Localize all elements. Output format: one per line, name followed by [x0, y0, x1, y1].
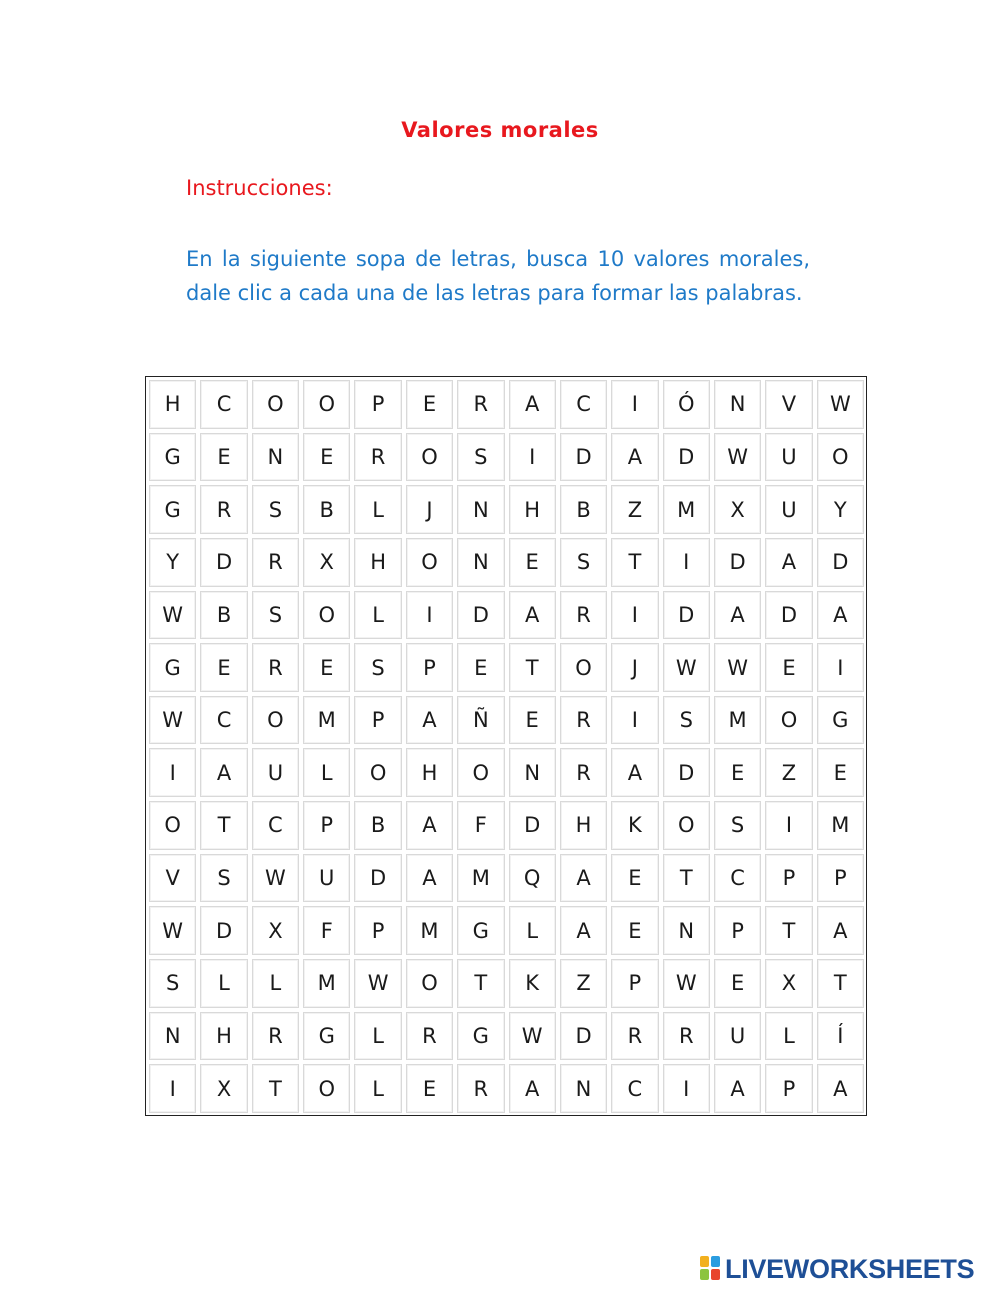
letter-cell[interactable]: S — [252, 485, 299, 534]
letter-cell[interactable]: W — [149, 696, 196, 745]
letter-cell[interactable]: I — [817, 643, 864, 692]
letter-cell[interactable]: V — [765, 380, 812, 429]
letter-cell[interactable]: Q — [509, 854, 556, 903]
letter-cell[interactable]: P — [714, 906, 761, 955]
letter-cell[interactable]: P — [406, 643, 453, 692]
letter-cell[interactable]: E — [200, 643, 247, 692]
letter-cell[interactable]: W — [149, 906, 196, 955]
letter-cell[interactable]: T — [457, 959, 504, 1008]
letter-cell[interactable]: Z — [560, 959, 607, 1008]
letter-cell[interactable]: S — [200, 854, 247, 903]
letter-cell[interactable]: M — [457, 854, 504, 903]
letter-cell[interactable]: R — [560, 696, 607, 745]
letter-cell[interactable]: S — [252, 591, 299, 640]
letter-cell[interactable]: A — [714, 591, 761, 640]
letter-cell[interactable]: O — [406, 538, 453, 587]
letter-cell[interactable]: A — [817, 1064, 864, 1113]
letter-cell[interactable]: O — [252, 380, 299, 429]
letter-cell[interactable]: S — [663, 696, 710, 745]
letter-cell[interactable]: I — [611, 380, 658, 429]
letter-cell[interactable]: T — [817, 959, 864, 1008]
letter-cell[interactable]: L — [252, 959, 299, 1008]
letter-cell[interactable]: H — [560, 801, 607, 850]
letter-cell[interactable]: P — [611, 959, 658, 1008]
letter-cell[interactable]: X — [714, 485, 761, 534]
letter-cell[interactable]: C — [560, 380, 607, 429]
letter-cell[interactable]: I — [663, 1064, 710, 1113]
letter-cell[interactable]: O — [457, 748, 504, 797]
letter-cell[interactable]: H — [406, 748, 453, 797]
letter-cell[interactable]: N — [149, 1012, 196, 1061]
letter-cell[interactable]: W — [714, 433, 761, 482]
letter-cell[interactable]: H — [509, 485, 556, 534]
letter-cell[interactable]: N — [714, 380, 761, 429]
letter-cell[interactable]: G — [817, 696, 864, 745]
letter-cell[interactable]: A — [560, 854, 607, 903]
letter-cell[interactable]: X — [252, 906, 299, 955]
letter-cell[interactable]: M — [817, 801, 864, 850]
letter-cell[interactable]: L — [354, 485, 401, 534]
letter-cell[interactable]: S — [149, 959, 196, 1008]
letter-cell[interactable]: A — [611, 433, 658, 482]
letter-cell[interactable]: D — [560, 1012, 607, 1061]
word-search-board — [145, 376, 867, 1116]
letter-cell[interactable]: W — [509, 1012, 556, 1061]
letter-cell[interactable]: N — [509, 748, 556, 797]
letter-cell[interactable]: K — [509, 959, 556, 1008]
letter-cell[interactable]: E — [509, 696, 556, 745]
letter-cell[interactable]: W — [714, 643, 761, 692]
letter-cell[interactable]: P — [354, 906, 401, 955]
letter-cell[interactable]: O — [303, 380, 350, 429]
letter-cell[interactable]: G — [457, 906, 504, 955]
letter-cell[interactable]: I — [611, 696, 658, 745]
page-title: Valores morales — [401, 118, 599, 142]
letter-cell[interactable]: T — [252, 1064, 299, 1113]
letter-cell[interactable]: Z — [611, 485, 658, 534]
letter-cell[interactable]: H — [149, 380, 196, 429]
letter-cell[interactable]: G — [457, 1012, 504, 1061]
letter-cell[interactable]: X — [765, 959, 812, 1008]
letter-cell[interactable]: E — [714, 959, 761, 1008]
letter-cell[interactable]: O — [560, 643, 607, 692]
letter-cell[interactable]: W — [149, 591, 196, 640]
letter-cell[interactable]: D — [200, 906, 247, 955]
letter-cell[interactable]: M — [663, 485, 710, 534]
letter-cell[interactable]: G — [149, 643, 196, 692]
letter-cell[interactable]: P — [303, 801, 350, 850]
letter-cell[interactable]: E — [303, 433, 350, 482]
letter-cell[interactable]: C — [200, 696, 247, 745]
letter-cell[interactable]: P — [765, 1064, 812, 1113]
letter-cell[interactable]: H — [200, 1012, 247, 1061]
letter-cell[interactable]: E — [200, 433, 247, 482]
letter-cell[interactable]: A — [560, 906, 607, 955]
letter-cell[interactable]: T — [200, 801, 247, 850]
letter-cell[interactable]: R — [252, 643, 299, 692]
letter-cell[interactable]: S — [457, 433, 504, 482]
letter-cell[interactable]: E — [406, 1064, 453, 1113]
letter-cell[interactable]: I — [611, 591, 658, 640]
letter-cell[interactable]: S — [560, 538, 607, 587]
letter-cell[interactable]: D — [560, 433, 607, 482]
letter-cell[interactable]: A — [406, 801, 453, 850]
letter-cell[interactable]: O — [765, 696, 812, 745]
letter-cell[interactable]: O — [354, 748, 401, 797]
letter-cell[interactable]: U — [765, 485, 812, 534]
letter-cell[interactable]: L — [200, 959, 247, 1008]
letter-cell[interactable]: D — [457, 591, 504, 640]
letter-cell[interactable]: D — [663, 591, 710, 640]
letter-cell[interactable]: T — [765, 906, 812, 955]
letter-cell[interactable]: D — [663, 433, 710, 482]
letter-cell[interactable]: R — [252, 1012, 299, 1061]
instructions-label: Instrucciones: — [186, 176, 333, 200]
letter-cell[interactable]: D — [200, 538, 247, 587]
letter-cell[interactable]: Ó — [663, 380, 710, 429]
letter-cell[interactable]: T — [611, 538, 658, 587]
letter-cell[interactable]: K — [611, 801, 658, 850]
letter-cell[interactable]: U — [714, 1012, 761, 1061]
letter-cell[interactable]: N — [560, 1064, 607, 1113]
letter-cell[interactable]: L — [354, 1012, 401, 1061]
letter-cell[interactable]: A — [611, 748, 658, 797]
letter-cell[interactable]: R — [406, 1012, 453, 1061]
letter-cell[interactable]: E — [765, 643, 812, 692]
letter-cell[interactable]: I — [149, 1064, 196, 1113]
letter-cell[interactable]: M — [714, 696, 761, 745]
letter-cell[interactable]: F — [457, 801, 504, 850]
letter-cell[interactable]: R — [354, 433, 401, 482]
letter-cell[interactable]: R — [457, 380, 504, 429]
letter-cell[interactable]: P — [354, 696, 401, 745]
letter-cell[interactable]: C — [252, 801, 299, 850]
letter-cell[interactable]: A — [509, 1064, 556, 1113]
letter-cell[interactable]: A — [200, 748, 247, 797]
letter-cell[interactable]: P — [354, 380, 401, 429]
letter-cell[interactable]: U — [303, 854, 350, 903]
letter-cell[interactable]: Y — [817, 485, 864, 534]
letter-cell[interactable]: I — [406, 591, 453, 640]
letter-cell[interactable]: C — [714, 854, 761, 903]
liveworksheets-logo — [700, 1254, 974, 1284]
letter-cell[interactable]: R — [200, 485, 247, 534]
letter-cell[interactable]: W — [663, 959, 710, 1008]
letter-cell[interactable]: A — [817, 906, 864, 955]
letter-cell[interactable]: O — [303, 1064, 350, 1113]
letter-cell[interactable]: N — [663, 906, 710, 955]
letter-cell[interactable]: O — [817, 433, 864, 482]
letter-cell[interactable]: W — [663, 643, 710, 692]
letter-cell[interactable]: B — [560, 485, 607, 534]
letter-cell[interactable]: L — [765, 1012, 812, 1061]
letter-cell[interactable]: T — [663, 854, 710, 903]
letter-cell[interactable]: D — [765, 591, 812, 640]
letter-cell[interactable]: P — [817, 854, 864, 903]
letter-cell[interactable]: Ñ — [457, 696, 504, 745]
letter-cell[interactable]: G — [303, 1012, 350, 1061]
letter-cell[interactable]: L — [354, 1064, 401, 1113]
letter-cell[interactable]: G — [149, 485, 196, 534]
instructions-text: En la siguiente sopa de letras, busca 10 valores morales, dale clic a cada una de las letras para formar las palabras. — [186, 247, 810, 305]
letter-cell[interactable]: E — [457, 643, 504, 692]
letter-cell[interactable]: R — [457, 1064, 504, 1113]
letter-cell[interactable]: O — [406, 433, 453, 482]
letter-cell[interactable]: A — [509, 591, 556, 640]
letter-cell[interactable]: W — [817, 380, 864, 429]
letter-cell[interactable]: D — [509, 801, 556, 850]
letter-cell[interactable]: F — [303, 906, 350, 955]
letter-cell[interactable]: B — [200, 591, 247, 640]
letter-cell[interactable]: S — [714, 801, 761, 850]
letter-cell[interactable]: R — [560, 591, 607, 640]
letter-cell[interactable]: M — [303, 696, 350, 745]
letter-cell[interactable]: A — [509, 380, 556, 429]
letter-cell[interactable]: I — [149, 748, 196, 797]
letter-cell[interactable]: N — [457, 485, 504, 534]
letter-cell[interactable]: E — [406, 380, 453, 429]
letter-cell[interactable]: S — [354, 643, 401, 692]
letter-cell[interactable]: H — [354, 538, 401, 587]
letter-cell[interactable]: U — [252, 748, 299, 797]
letter-cell[interactable]: E — [611, 906, 658, 955]
letter-cell[interactable]: O — [149, 801, 196, 850]
letter-cell[interactable]: E — [509, 538, 556, 587]
letter-cell[interactable]: W — [252, 854, 299, 903]
letter-cell[interactable]: N — [252, 433, 299, 482]
letter-cell[interactable]: E — [714, 748, 761, 797]
letter-cell[interactable]: X — [303, 538, 350, 587]
letter-cell[interactable]: Y — [149, 538, 196, 587]
letter-cell[interactable]: D — [817, 538, 864, 587]
letter-cell[interactable]: B — [354, 801, 401, 850]
letter-cell[interactable]: R — [611, 1012, 658, 1061]
letter-cell[interactable]: C — [611, 1064, 658, 1113]
letter-cell[interactable]: U — [765, 433, 812, 482]
liveworksheets-logo-icon — [700, 1256, 722, 1282]
letter-cell[interactable]: E — [817, 748, 864, 797]
letter-cell[interactable]: A — [714, 1064, 761, 1113]
letter-cell[interactable]: Z — [765, 748, 812, 797]
word-search-grid — [149, 380, 864, 1113]
letter-cell[interactable]: R — [252, 538, 299, 587]
letter-cell[interactable]: N — [457, 538, 504, 587]
letter-cell[interactable]: M — [406, 906, 453, 955]
letter-cell[interactable]: L — [509, 906, 556, 955]
letter-cell[interactable]: V — [149, 854, 196, 903]
letter-cell[interactable]: L — [354, 591, 401, 640]
letter-cell[interactable]: O — [406, 959, 453, 1008]
letter-cell[interactable]: A — [406, 696, 453, 745]
letter-cell[interactable]: G — [149, 433, 196, 482]
letter-cell[interactable]: D — [354, 854, 401, 903]
letter-cell[interactable]: D — [663, 748, 710, 797]
letter-cell[interactable]: W — [354, 959, 401, 1008]
letter-cell[interactable]: I — [765, 801, 812, 850]
letter-cell[interactable]: M — [303, 959, 350, 1008]
letter-cell[interactable]: J — [611, 643, 658, 692]
letter-cell[interactable]: Í — [817, 1012, 864, 1061]
letter-cell[interactable]: A — [765, 538, 812, 587]
letter-cell[interactable]: L — [303, 748, 350, 797]
letter-cell[interactable]: R — [663, 1012, 710, 1061]
letter-cell[interactable]: P — [765, 854, 812, 903]
letter-cell[interactable]: T — [509, 643, 556, 692]
letter-cell[interactable]: I — [663, 538, 710, 587]
letter-cell[interactable]: R — [560, 748, 607, 797]
letter-cell[interactable]: C — [200, 380, 247, 429]
letter-cell[interactable]: E — [303, 643, 350, 692]
letter-cell[interactable]: O — [252, 696, 299, 745]
letter-cell[interactable]: X — [200, 1064, 247, 1113]
letter-cell[interactable]: B — [303, 485, 350, 534]
letter-cell[interactable]: A — [406, 854, 453, 903]
letter-cell[interactable]: J — [406, 485, 453, 534]
letter-cell[interactable]: O — [303, 591, 350, 640]
letter-cell[interactable]: O — [663, 801, 710, 850]
letter-cell[interactable]: A — [817, 591, 864, 640]
logo-text: LIVEWORKSHEETS — [725, 1253, 975, 1284]
letter-cell[interactable]: E — [611, 854, 658, 903]
letter-cell[interactable]: I — [509, 433, 556, 482]
letter-cell[interactable]: D — [714, 538, 761, 587]
